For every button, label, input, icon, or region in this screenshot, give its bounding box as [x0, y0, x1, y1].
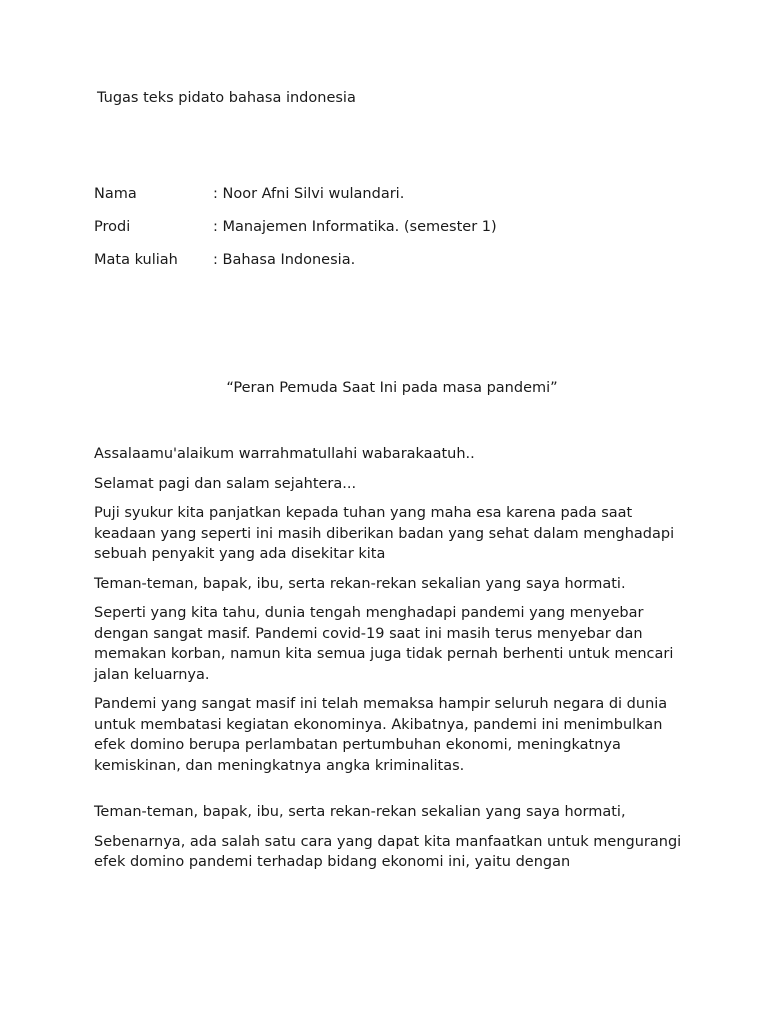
document-title: Tugas teks pidato bahasa indonesia — [97, 90, 356, 106]
field-value: : Manajemen Informatika. (semester 1) — [213, 219, 497, 235]
speech-title: “Peran Pemuda Saat Ini pada masa pandemi” — [226, 380, 558, 396]
paragraph: Teman-teman, bapak, ibu, serta rekan-rekan sekalian yang saya hormati. — [94, 575, 626, 592]
paragraph: Assalaamu'alaikum warrahmatullahi wabarakaatuh.. — [94, 446, 475, 462]
field-prodi — [94, 217, 497, 237]
paragraph: Selamat pagi dan salam sejahtera... — [94, 475, 357, 492]
paragraph: Seperti yang kita tahu, dunia tengah menghadapi pandemi yang menyebar dengan sangat masif. Pandemi covid-19 saat ini masih terus menyebar dan memakan korban, namun kita semua juga tidak pernah berhenti untuk mencari jalan keluarnya. — [94, 605, 674, 683]
speech-body — [94, 444, 694, 882]
field-nama — [94, 184, 404, 204]
paragraph: Puji syukur kita panjatkan kepada tuhan yang maha esa karena pada saat keadaan yang seperti ini masih diberikan badan yang sehat dalam menghadapi sebuah penyakit yang ada disekitar kita — [94, 505, 675, 562]
field-mata-kuliah — [94, 250, 355, 270]
paragraph: Sebenarnya, ada salah satu cara yang dapat kita manfaatkan untuk mengurangi efek domino pandemi terhadap bidang ekonomi ini, yaitu dengan — [94, 833, 682, 870]
field-value: : Noor Afni Silvi wulandari. — [213, 186, 405, 202]
field-label: Prodi — [94, 219, 131, 235]
field-label: Nama — [94, 186, 137, 202]
paragraph: Pandemi yang sangat masif ini telah memaksa hampir seluruh negara di dunia untuk membatasi kegiatan ekonominya. Akibatnya, pandemi ini menimbulkan efek domino berupa perlambatan pertumbuhan ekonomi, meningkatnya kemiskinan, dan meningkatnya angka kriminalitas. — [94, 696, 668, 774]
field-label: Mata kuliah — [94, 252, 178, 268]
field-value: : Bahasa Indonesia. — [213, 252, 356, 268]
paragraph: Teman-teman, bapak, ibu, serta rekan-rekan sekalian yang saya hormati, — [94, 804, 626, 820]
